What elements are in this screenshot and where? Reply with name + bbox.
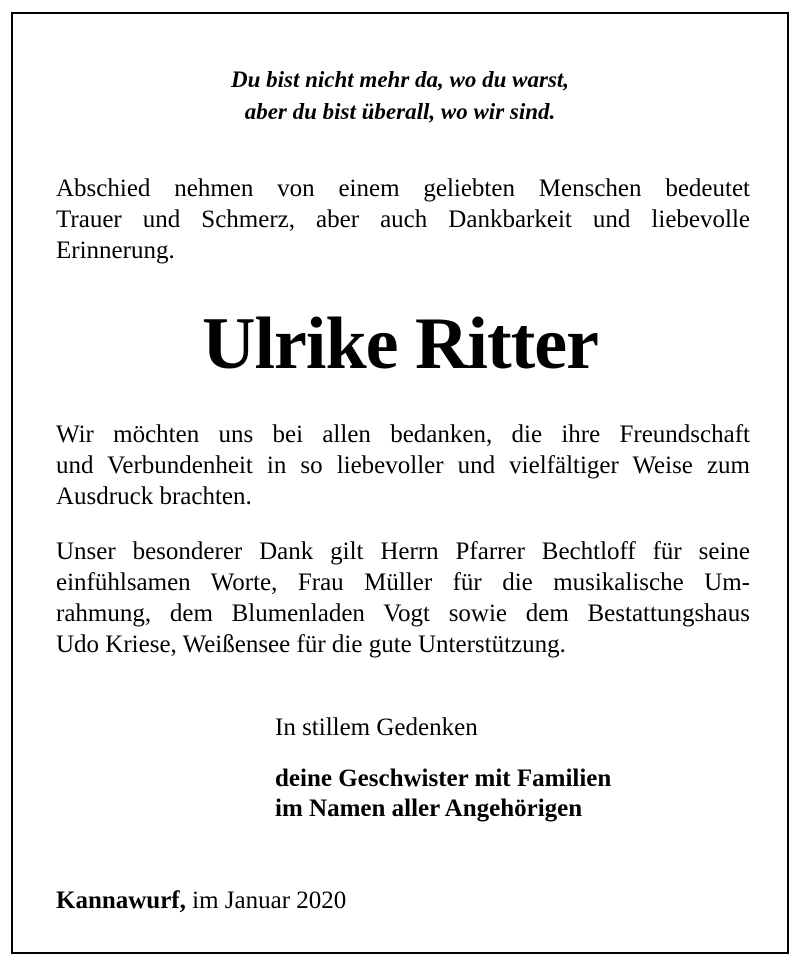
signature-line-1: deine Geschwister mit Familien: [275, 765, 612, 792]
special-thanks-line: rahmung, dem Blumenladen Vogt sowie dem Bestattungshaus: [56, 600, 750, 627]
thanks-line: Wir möchten uns bei allen bedanken, die ihre Freundschaft: [56, 421, 750, 448]
deceased-name: Ulrike Ritter: [202, 303, 598, 385]
signature-line-2: im Namen aller Angehörigen: [275, 795, 583, 822]
intro-line: Trauer und Schmerz, aber auch Dankbarkeit und liebevolle: [56, 206, 750, 233]
special-thanks-line: Unser besonderer Dank gilt Herrn Pfarrer Bechtloff für seine: [56, 538, 750, 565]
special-thanks-line: Udo Kriese, Weißensee für die gute Unterstützung.: [56, 631, 566, 658]
place-date: [56, 885, 346, 916]
thanks-line: Ausdruck brachten.: [56, 483, 252, 510]
intro-line: Erinnerung.: [56, 237, 175, 264]
special-thanks-paragraph: [56, 536, 750, 660]
special-thanks-line: einfühlsamen Worte, Frau Müller für die musikalische Um-: [56, 569, 750, 596]
obituary-notice: [11, 12, 789, 954]
motto-line-2: aber du bist überall, wo wir sind.: [244, 99, 556, 124]
date: im Januar 2020: [192, 887, 347, 914]
intro-paragraph: [56, 173, 750, 266]
place: Kannawurf,: [56, 887, 186, 914]
closing-phrase: In stillem Gedenken: [275, 714, 478, 741]
thanks-line: und Verbundenheit in so liebevoller und vielfältiger Weise zum: [56, 452, 750, 479]
intro-line: Abschied nehmen von einem geliebten Menschen bedeutet: [56, 175, 750, 202]
motto-line-1: Du bist nicht mehr da, wo du warst,: [230, 67, 570, 92]
thanks-paragraph: [56, 419, 750, 512]
